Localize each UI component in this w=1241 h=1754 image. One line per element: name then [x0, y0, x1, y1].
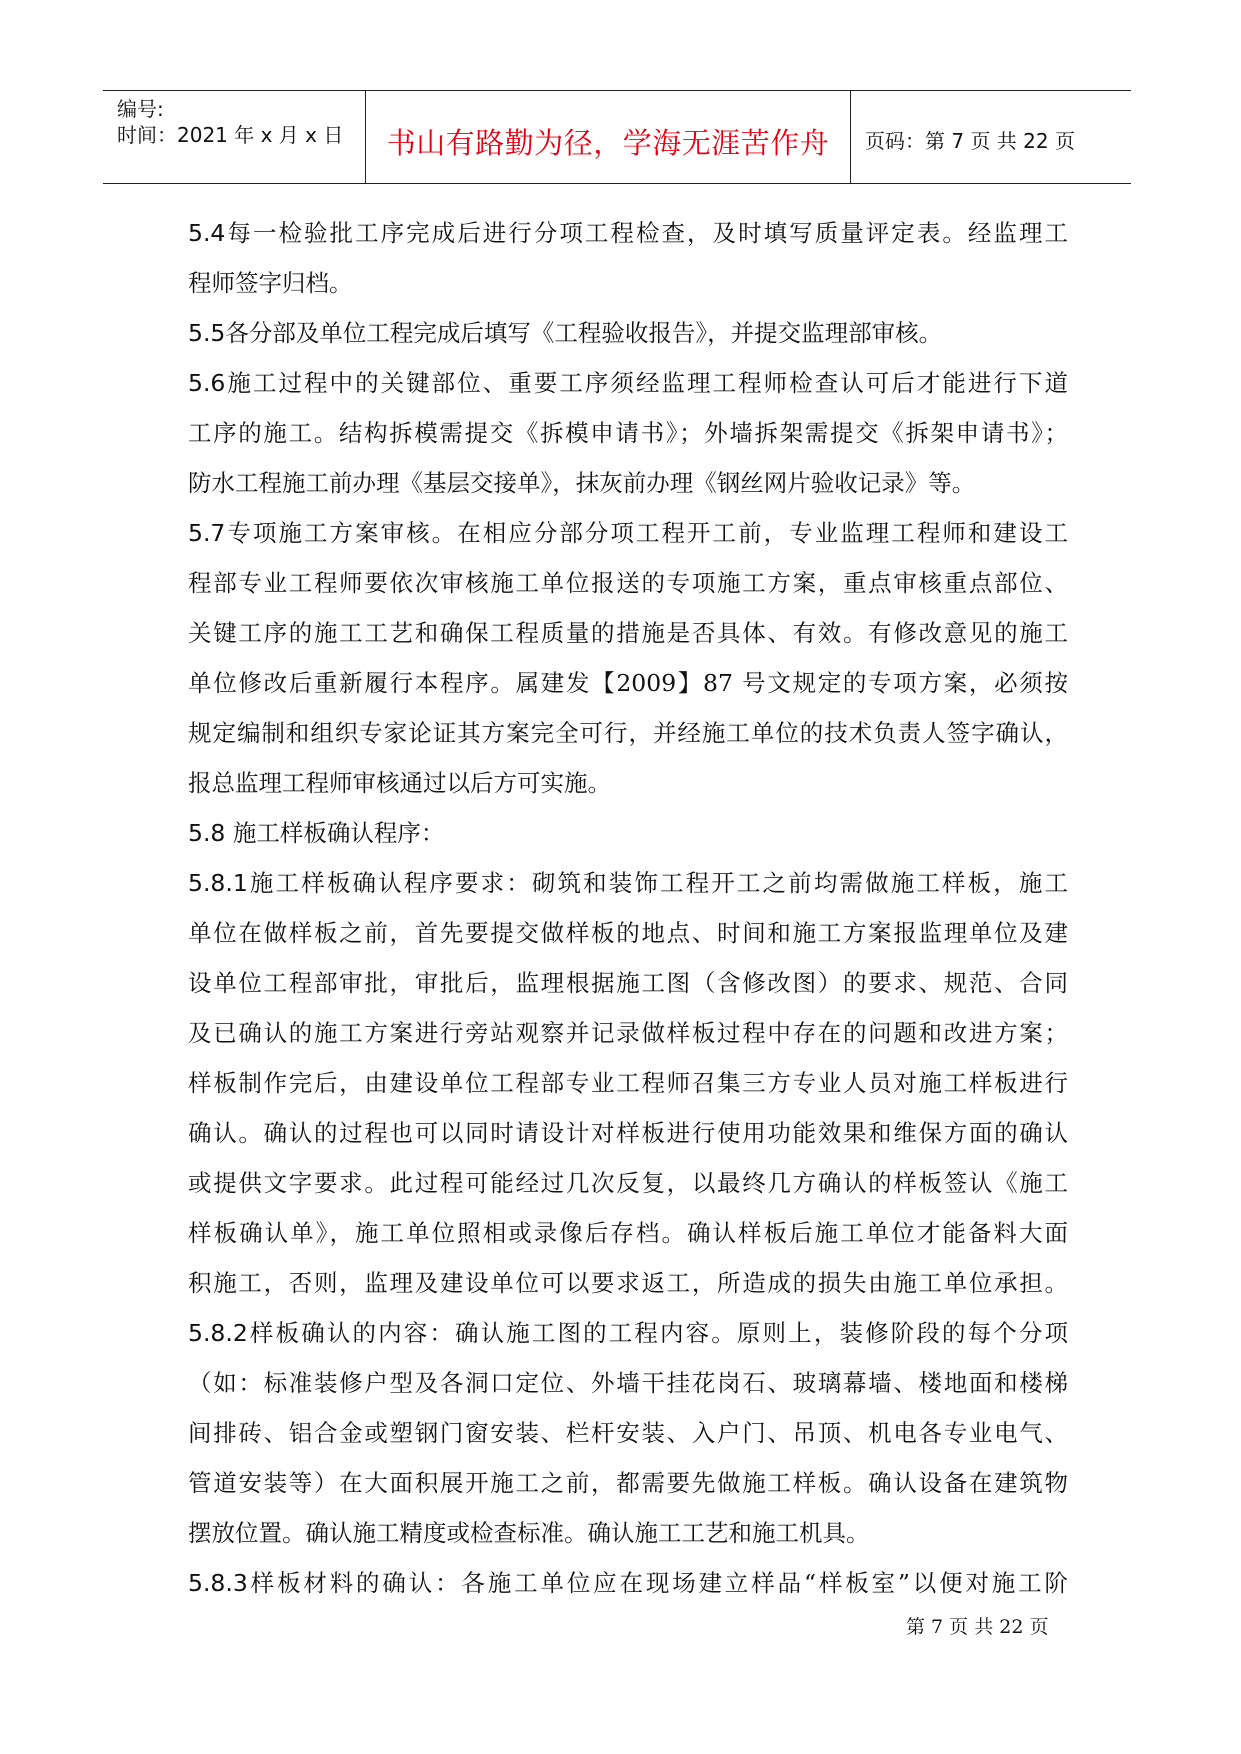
paragraph-line	[188, 464, 1068, 514]
document-body	[188, 214, 1068, 1614]
section-line	[188, 864, 1068, 914]
paragraph-line	[188, 1464, 1068, 1514]
section-number: 5.8.1	[188, 869, 248, 897]
line-text: 样板制作完后，由建设单位工程部专业工程师召集三方专业人员对施工样板进行	[188, 1069, 1068, 1097]
line-text: 报总监理工程师审核通过以后方可实施。	[188, 769, 611, 797]
section-number: 5.6	[188, 369, 226, 397]
paragraph-line	[188, 664, 1068, 714]
line-text: 积施工，否则，监理及建设单位可以要求返工，所造成的损失由施工单位承担。	[188, 1269, 1068, 1297]
paragraph-line	[188, 614, 1068, 664]
line-text: 样板确认单》，施工单位照相或录像后存档。确认样板后施工单位才能备料大面	[188, 1219, 1068, 1247]
line-text: 确认。确认的过程也可以同时请设计对样板进行使用功能效果和维保方面的确认	[188, 1119, 1068, 1147]
section-line	[188, 214, 1068, 264]
section-line	[188, 364, 1068, 414]
paragraph-line	[188, 1014, 1068, 1064]
page-footer: 第 7 页 共 22 页	[906, 1616, 1049, 1638]
page-code-label: 页码：第 7 页 共 22 页	[865, 129, 1075, 153]
section-number: 5.8	[188, 819, 226, 847]
paragraph-line	[188, 1414, 1068, 1464]
line-text: 及已确认的施工方案进行旁站观察并记录做样板过程中存在的问题和改进方案；	[188, 1019, 1068, 1047]
line-text: 或提供文字要求。此过程可能经过几次反复，以最终几方确认的样板签认《施工	[188, 1169, 1068, 1197]
line-text: 施工样板确认程序：	[225, 819, 445, 847]
section-line	[188, 1314, 1068, 1364]
section-line	[188, 1564, 1068, 1614]
line-text: 各分部及单位工程完成后填写《工程验收报告》，并提交监理部审核。	[225, 319, 943, 347]
line-text: 间排砖、铝合金或塑钢门窗安装、栏杆安装、入户门、吊顶、机电各专业电气、	[188, 1419, 1068, 1447]
paragraph-line	[188, 564, 1068, 614]
paragraph-line	[188, 714, 1068, 764]
paragraph-line	[188, 1514, 1068, 1564]
serial-number-label: 编号:	[117, 97, 164, 121]
paragraph-line	[188, 1214, 1068, 1264]
line-text: 施工样板确认程序要求：砌筑和装饰工程开工之前均需做施工样板，施工	[247, 869, 1068, 897]
section-line	[188, 314, 1068, 364]
paragraph-line	[188, 964, 1068, 1014]
line-text: 关键工序的施工工艺和确保工程质量的措施是否具体、有效。有修改意见的施工	[188, 619, 1068, 647]
line-text: 程部专业工程师要依次审核施工单位报送的专项施工方案，重点审核重点部位、	[188, 569, 1068, 597]
line-text: 单位在做样板之前，首先要提交做样板的地点、时间和施工方案报监理单位及建	[188, 919, 1068, 947]
line-text: 摆放位置。确认施工精度或检查标准。确认施工工艺和施工机具。	[188, 1519, 870, 1547]
section-number: 5.8.2	[188, 1319, 248, 1347]
line-text: 设单位工程部审批，审批后，监理根据施工图（含修改图）的要求、规范、合同	[188, 969, 1068, 997]
page-header	[103, 90, 1131, 184]
section-number: 5.5	[188, 319, 226, 347]
paragraph-line	[188, 1164, 1068, 1214]
paragraph-line	[188, 264, 1068, 314]
paragraph-line	[188, 1114, 1068, 1164]
line-text: 工序的施工。结构拆模需提交《拆模申请书》；外墙拆架需提交《拆架申请书》；	[188, 419, 1068, 447]
section-number: 5.4	[188, 219, 226, 247]
section-line	[188, 814, 1068, 864]
line-text: 规定编制和组织专家论证其方案完全可行，并经施工单位的技术负责人签字确认，	[188, 719, 1068, 747]
header-meta-cell	[103, 91, 366, 183]
paragraph-line	[188, 1064, 1068, 1114]
header-motto-cell	[366, 91, 851, 183]
line-text: 单位修改后重新履行本程序。属建发【2009】87 号文规定的专项方案，必须按	[188, 669, 1068, 697]
paragraph-line	[188, 414, 1068, 464]
paragraph-line	[188, 1264, 1068, 1314]
header-page-cell	[851, 91, 1131, 183]
line-text: 样板确认的内容：确认施工图的工程内容。原则上，装修阶段的每个分项	[247, 1319, 1068, 1347]
line-text: 每一检验批工序完成后进行分项工程检查，及时填写质量评定表。经监理工	[225, 219, 1068, 247]
line-text: 样板材料的确认：各施工单位应在现场建立样品“样板室”以便对施工阶	[247, 1569, 1068, 1597]
line-text: （如：标准装修户型及各洞口定位、外墙干挂花岗石、玻璃幕墙、楼地面和楼梯	[188, 1369, 1068, 1397]
line-text: 防水工程施工前办理《基层交接单》，抹灰前办理《钢丝网片验收记录》等。	[188, 469, 976, 497]
line-text: 程师签字归档。	[188, 269, 353, 297]
date-label: 时间：2021 年 x 月 x 日	[117, 123, 344, 147]
line-text: 施工过程中的关键部位、重要工序须经监理工程师检查认可后才能进行下道	[225, 369, 1068, 397]
section-number: 5.8.3	[188, 1569, 248, 1597]
paragraph-line	[188, 914, 1068, 964]
line-text: 管道安装等）在大面积展开施工之前，都需要先做施工样板。确认设备在建筑物	[188, 1469, 1068, 1497]
motto-text: 书山有路勤为径，学海无涯苦作舟	[386, 126, 830, 160]
paragraph-line	[188, 1364, 1068, 1414]
section-number: 5.7	[188, 519, 226, 547]
line-text: 专项施工方案审核。在相应分部分项工程开工前，专业监理工程师和建设工	[225, 519, 1068, 547]
paragraph-line	[188, 764, 1068, 814]
section-line	[188, 514, 1068, 564]
